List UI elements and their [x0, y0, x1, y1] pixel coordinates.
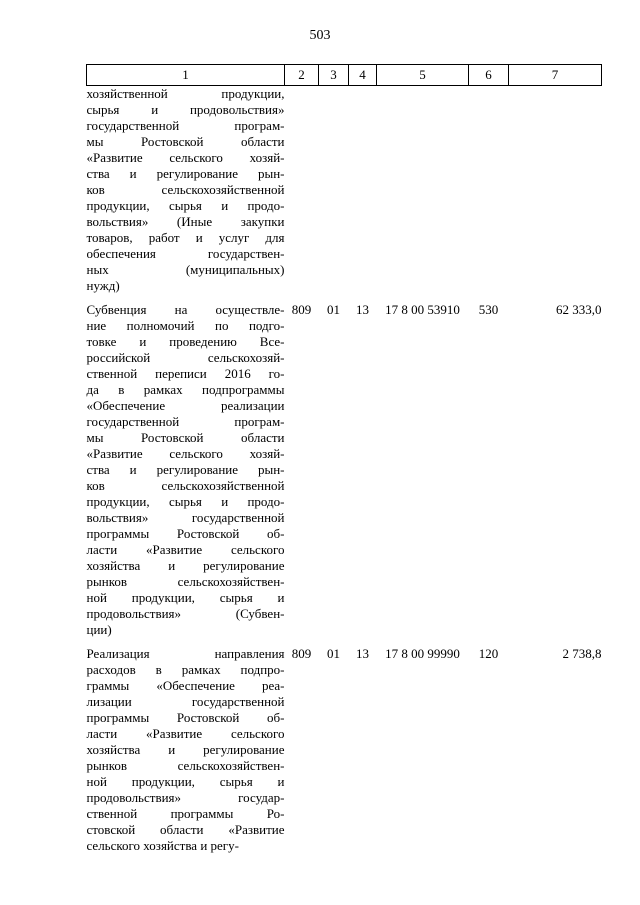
- table-row: [87, 86, 602, 295]
- cell-target-article: 17 8 00 53910: [385, 302, 460, 317]
- page-number: 503: [309, 28, 331, 43]
- header-row: [87, 65, 602, 86]
- cell-section: 01: [327, 302, 340, 317]
- description-line: «Развитие сельского хозяй-: [86, 150, 285, 165]
- column-header-1: 1: [87, 65, 285, 86]
- description-line: ции): [86, 622, 112, 637]
- description-line: сырья и продовольствия»: [86, 102, 285, 117]
- description-line: стовской области «Развитие: [86, 822, 285, 837]
- description-line: ственной программы Ро-: [86, 806, 285, 821]
- description-line: вольствия» государственной: [86, 510, 285, 525]
- description-line: Реализация направления: [86, 646, 285, 661]
- table-row: [87, 302, 602, 638]
- column-header-4: 4: [349, 65, 377, 86]
- cell-expense-type: 120: [478, 646, 499, 661]
- description-line: программы Ростовской об-: [86, 710, 285, 725]
- description-line: продовольствия» государ-: [86, 790, 285, 805]
- description-line: обеспечения государствен-: [86, 246, 285, 261]
- description-line: ных (муниципальных): [86, 262, 285, 277]
- description-line: товаров, работ и услуг для: [86, 230, 285, 245]
- description-line: ства и регулирование рын-: [86, 462, 285, 477]
- cell-target-article: [377, 86, 469, 295]
- description-line: «Развитие сельского хозяй-: [86, 446, 285, 461]
- cell-subsection: 13: [356, 302, 369, 317]
- description-line: мы Ростовской области: [86, 134, 285, 149]
- description-line: российской сельскохозяй-: [86, 350, 285, 365]
- description-line: Субвенция на осуществле-: [86, 302, 285, 317]
- description-line: рынков сельскохозяйствен-: [86, 758, 285, 773]
- description-line: ной продукции, сырья и: [86, 590, 285, 605]
- column-header-6: 6: [469, 65, 509, 86]
- description-line: нужд): [86, 278, 120, 293]
- description-line: продукции, сырья и продо-: [86, 494, 285, 509]
- cell-subsection: [349, 86, 377, 295]
- description-line: продовольствия» (Субвен-: [86, 606, 285, 621]
- cell-amount: [509, 86, 602, 295]
- description-line: программы Ростовской об-: [86, 526, 285, 541]
- description-line: мы Ростовской области: [86, 430, 285, 445]
- column-header-2: 2: [285, 65, 319, 86]
- cell-section: [319, 86, 349, 295]
- column-header-3: 3: [319, 65, 349, 86]
- description-line: ков сельскохозяйственной: [86, 478, 285, 493]
- description-line: сельского хозяйства и регу-: [86, 838, 239, 853]
- cell-target-article: 17 8 00 99990: [385, 646, 460, 661]
- cell-ministry-code: [285, 86, 319, 295]
- description-line: ков сельскохозяйственной: [86, 182, 285, 197]
- cell-expense-type: 530: [478, 302, 499, 317]
- description-line: ласти «Развитие сельского: [86, 726, 285, 741]
- budget-table: [86, 64, 602, 854]
- cell-ministry-code: 809: [291, 302, 312, 317]
- row-description: [87, 86, 285, 295]
- description-line: государственной програм-: [86, 118, 285, 133]
- row-description: [87, 302, 285, 638]
- description-line: да в рамках подпрограммы: [86, 382, 285, 397]
- description-line: хозяйства и регулирование: [86, 558, 285, 573]
- cell-expense-type: [469, 86, 509, 295]
- cell-ministry-code: 809: [291, 646, 312, 661]
- description-line: ства и регулирование рын-: [86, 166, 285, 181]
- description-line: «Обеспечение реализации: [86, 398, 285, 413]
- description-line: вольствия» (Иные закупки: [86, 214, 285, 229]
- description-line: ной продукции, сырья и: [86, 774, 285, 789]
- description-line: граммы «Обеспечение реа-: [86, 678, 285, 693]
- description-line: хозяйства и регулирование: [86, 742, 285, 757]
- description-line: ние полномочий по подго-: [86, 318, 285, 333]
- cell-amount: 2 738,8: [562, 646, 602, 661]
- description-line: расходов в рамках подпро-: [86, 662, 285, 677]
- cell-section: 01: [327, 646, 340, 661]
- description-line: ственной переписи 2016 го-: [86, 366, 285, 381]
- description-line: продукции, сырья и продо-: [86, 198, 285, 213]
- description-line: рынков сельскохозяйствен-: [86, 574, 285, 589]
- description-line: ласти «Развитие сельского: [86, 542, 285, 557]
- row-description: [87, 646, 285, 854]
- cell-subsection: 13: [356, 646, 369, 661]
- column-header-5: 5: [377, 65, 469, 86]
- column-header-7: 7: [509, 65, 602, 86]
- description-line: лизации государственной: [86, 694, 285, 709]
- cell-amount: 62 333,0: [556, 302, 602, 317]
- description-line: товке и проведению Все-: [86, 334, 285, 349]
- description-line: хозяйственной продукции,: [86, 86, 285, 101]
- table-row: [87, 646, 602, 854]
- description-line: государственной програм-: [86, 414, 285, 429]
